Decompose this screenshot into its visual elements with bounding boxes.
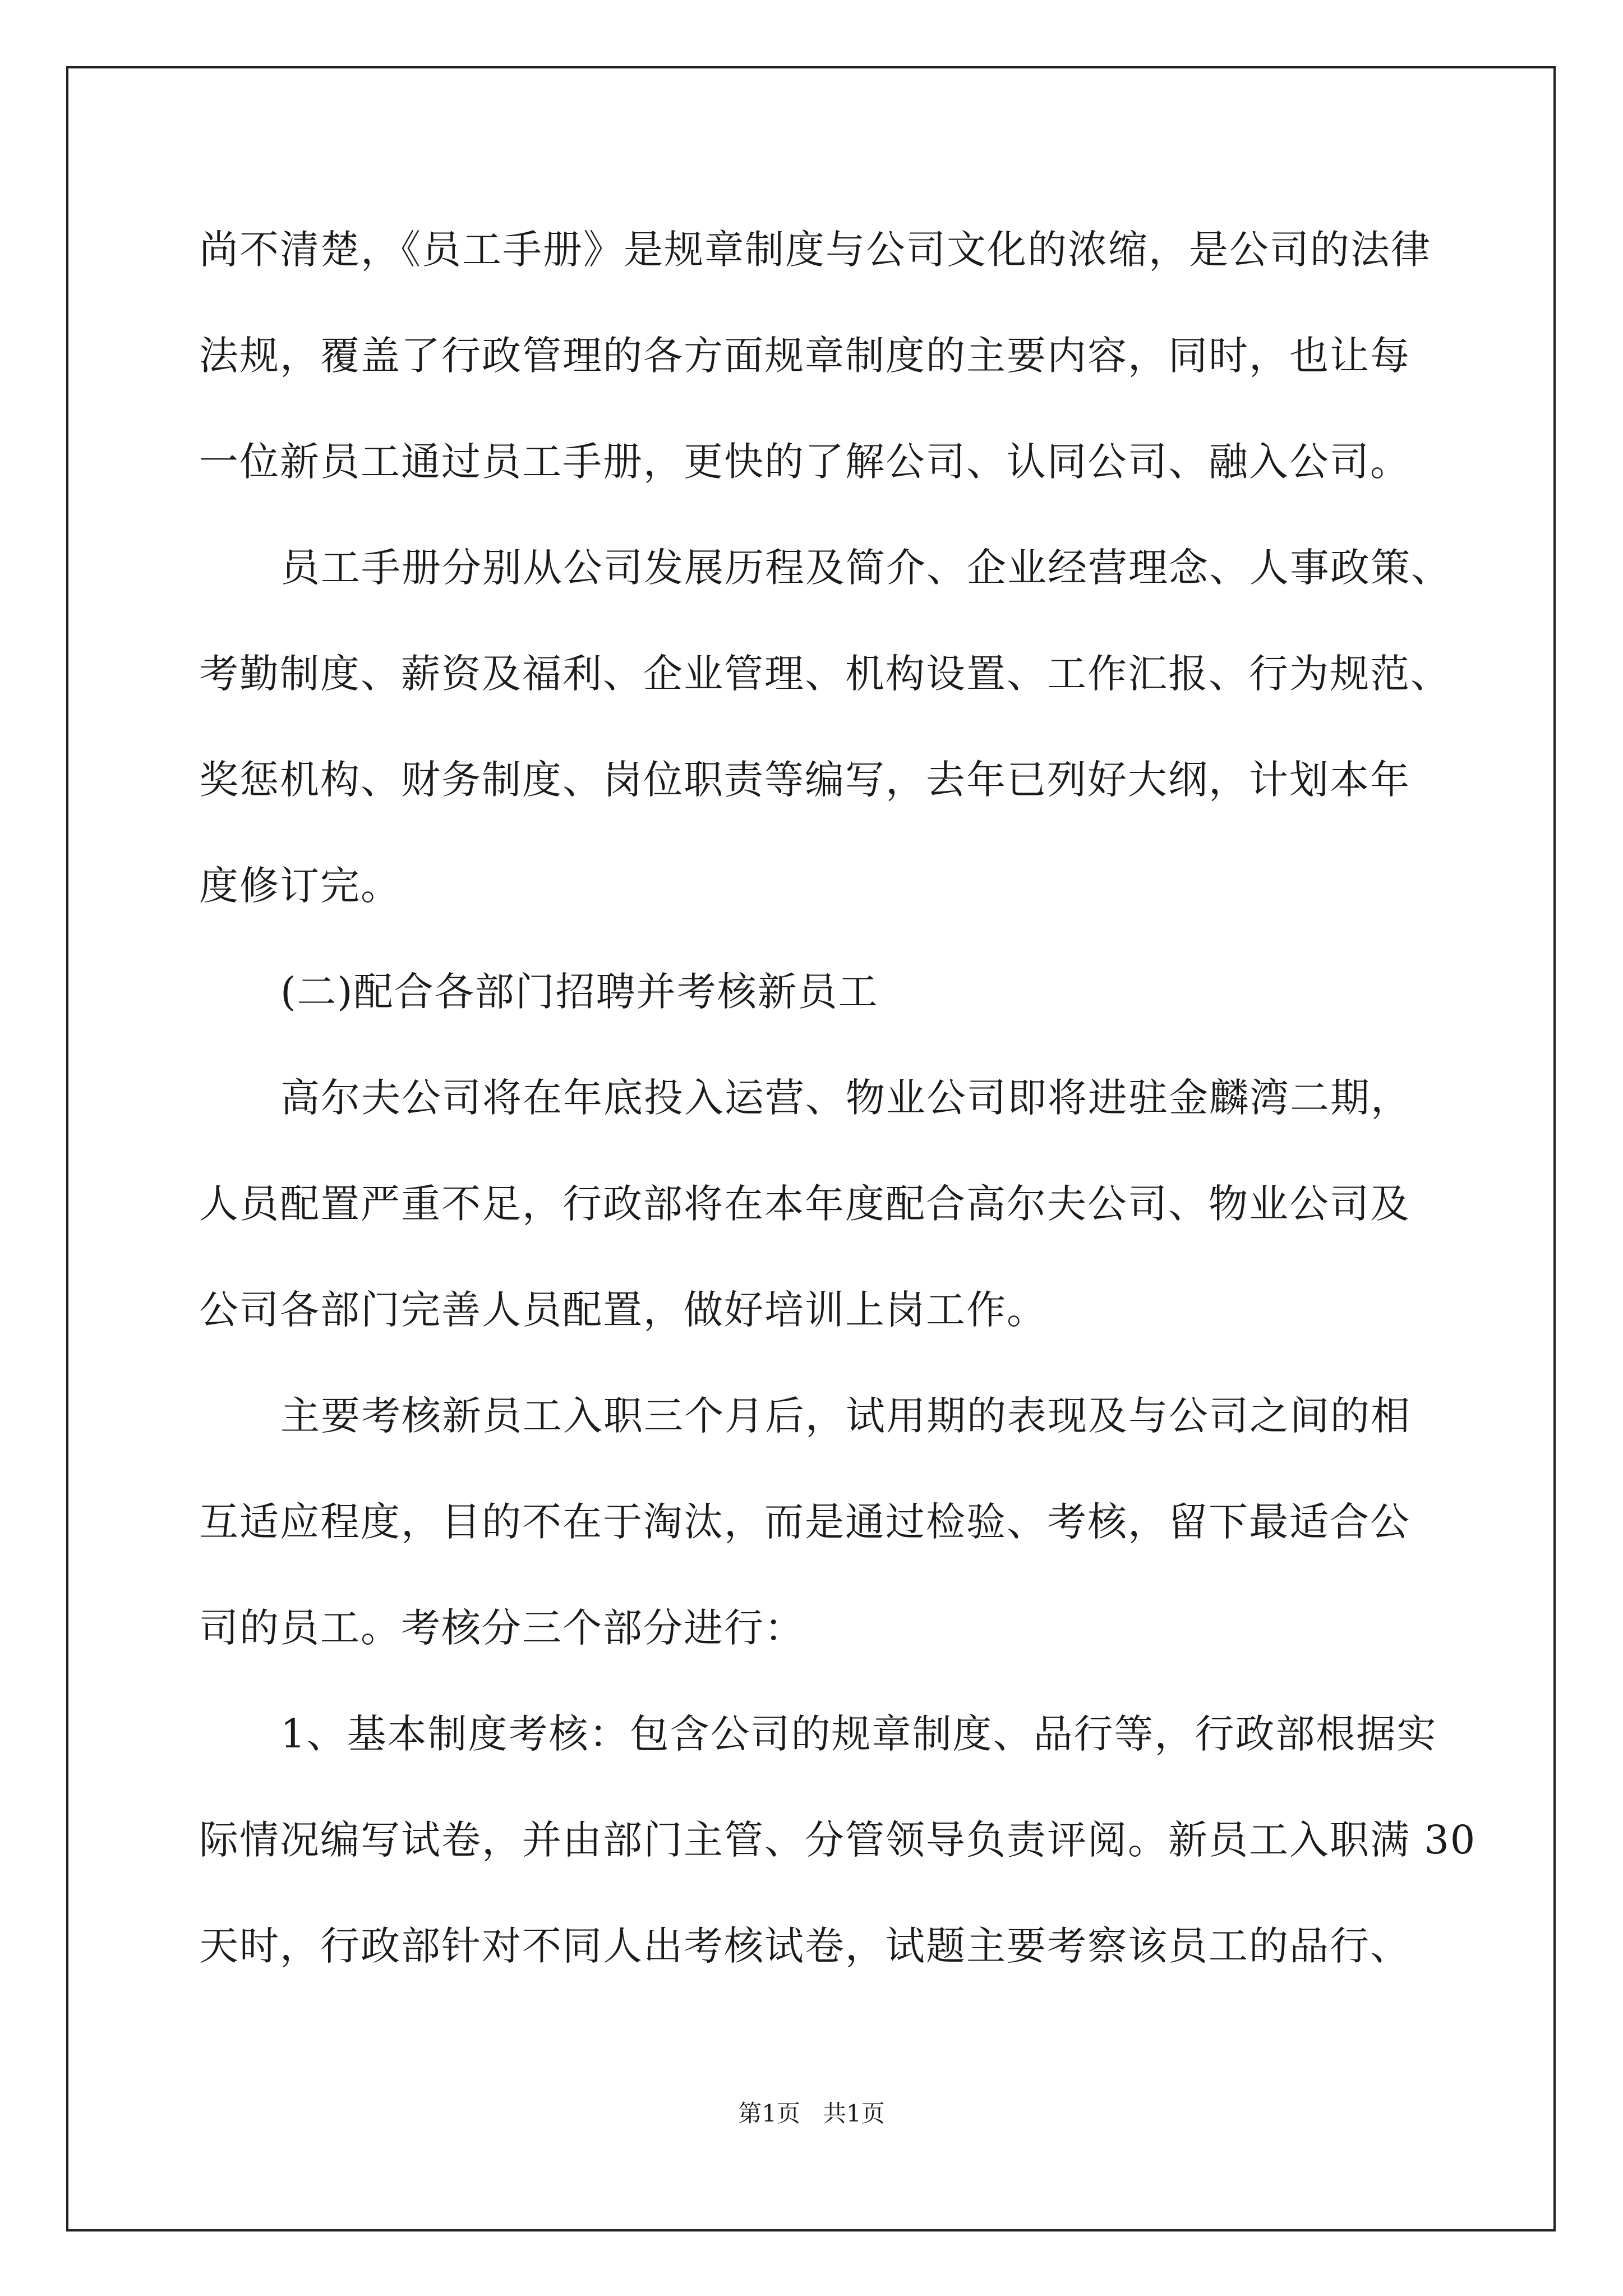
page-number-current: 第1页: [738, 2100, 800, 2127]
text-line: 法规，覆盖了行政管理的各方面规章制度的主要内容，同时，也让每: [199, 333, 1410, 379]
document-body: [199, 216, 1477, 2018]
text-line: 度修订完。: [199, 863, 401, 909]
page-footer: [0, 2097, 1623, 2131]
text-line: 一位新员工通过员工手册，更快的了解公司、认同公司、融入公司。: [199, 439, 1410, 485]
section-heading: (二)配合各部门招聘并考核新员工: [280, 969, 879, 1015]
text-line: 司的员工。考核分三个部分进行：: [199, 1605, 805, 1651]
page-number-total: 共1页: [823, 2100, 885, 2127]
text-line: 人员配置严重不足，行政部将在本年度配合高尔夫公司、物业公司及: [199, 1181, 1410, 1227]
text-line: 奖惩机构、财务制度、岗位职责等编写，去年已列好大纲，计划本年: [199, 757, 1410, 803]
text-line: 公司各部门完善人员配置，做好培训上岗工作。: [199, 1287, 1047, 1333]
text-line: 天时，行政部针对不同人出考核试卷，试题主要考察该员工的品行、: [199, 1923, 1410, 1969]
text-line: 高尔夫公司将在年底投入运营、物业公司即将进驻金麟湾二期，: [280, 1075, 1411, 1121]
text-line: 互适应程度，目的不在于淘汰，而是通过检验、考核，留下最适合公: [199, 1499, 1410, 1545]
text-line: 尚不清楚，《员工手册》是规章制度与公司文化的浓缩，是公司的法律: [199, 227, 1431, 273]
text-line: 主要考核新员工入职三个月后，试用期的表现及与公司之间的相: [280, 1393, 1411, 1439]
text-line: 际情况编写试卷，并由部门主管、分管领导负责评阅。新员工入职满 30: [199, 1817, 1477, 1863]
text-line: 考勤制度、薪资及福利、企业管理、机构设置、工作汇报、行为规范、: [199, 651, 1451, 697]
text-line: 1、基本制度考核：包含公司的规章制度、品行等，行政部根据实: [280, 1711, 1437, 1757]
text-line: 员工手册分别从公司发展历程及简介、企业经营理念、人事政策、: [280, 545, 1451, 591]
